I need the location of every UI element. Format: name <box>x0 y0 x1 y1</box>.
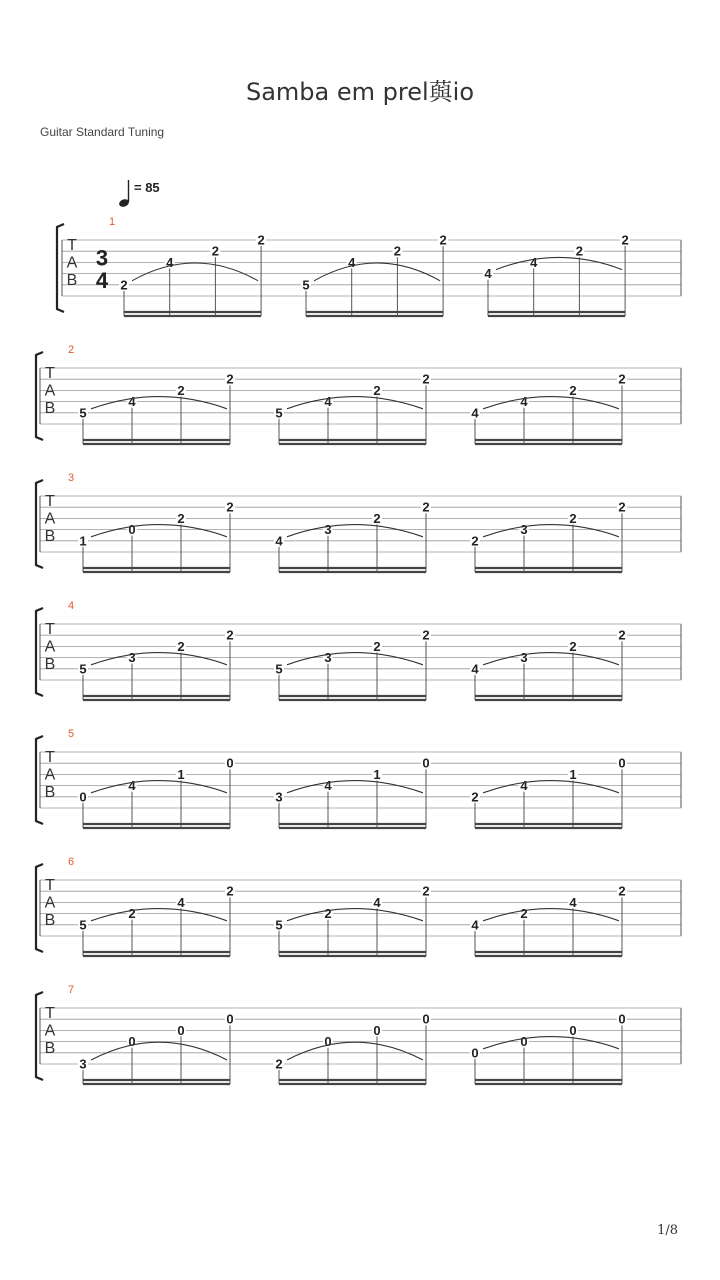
measure-number: 1 <box>109 216 116 228</box>
slur-arc <box>483 525 619 537</box>
fret-number: 4 <box>275 533 283 549</box>
fret-number: 4 <box>324 778 332 794</box>
fret-number: 2 <box>618 883 626 899</box>
slur-arc <box>287 397 423 409</box>
fret-number: 5 <box>275 661 283 677</box>
tab-letter: T <box>67 237 77 254</box>
tab-letter: B <box>44 399 56 417</box>
fret-number: 2 <box>324 906 332 922</box>
slur-arc <box>483 781 619 793</box>
fret-number: 4 <box>484 266 492 282</box>
fret-number: 2 <box>618 499 626 515</box>
slur-arc <box>496 254 622 270</box>
slur-arc <box>483 1037 619 1049</box>
fret-number: 2 <box>226 499 234 515</box>
fret-number: 3 <box>275 789 283 805</box>
fret-number: 5 <box>79 405 87 421</box>
fret-number: 2 <box>618 627 626 643</box>
slur-arc <box>483 397 619 409</box>
fret-number: 2 <box>373 510 381 526</box>
fret-number: 0 <box>324 1034 332 1050</box>
fret-number: 2 <box>257 232 265 248</box>
fret-number: 2 <box>373 638 381 654</box>
fret-number: 4 <box>166 254 174 270</box>
fret-number: 4 <box>471 405 479 421</box>
tab-letter: B <box>44 783 56 801</box>
fret-number: 4 <box>128 778 136 794</box>
fret-number: 2 <box>226 627 234 643</box>
fret-number: 2 <box>422 883 430 899</box>
tab-letter: B <box>44 655 56 673</box>
fret-number: 3 <box>520 650 528 666</box>
fret-number: 3 <box>79 1056 87 1072</box>
fret-number: 2 <box>275 1056 283 1072</box>
fret-number: 0 <box>618 755 626 771</box>
fret-number: 2 <box>520 906 528 922</box>
tab-letter: A <box>44 766 56 784</box>
fret-number: 2 <box>569 382 577 398</box>
fret-number: 4 <box>373 894 381 910</box>
tab-letter: T <box>45 877 55 894</box>
fret-number: 2 <box>177 638 185 654</box>
tab-letter: B <box>44 527 56 545</box>
tab-letter: T <box>45 365 55 382</box>
fret-number: 2 <box>128 906 136 922</box>
song-title: Samba em prel藇io <box>245 78 475 106</box>
page-number: 1/8 <box>657 1223 678 1238</box>
tab-letter: A <box>66 254 78 272</box>
slur-arc <box>287 525 423 537</box>
fret-number: 0 <box>422 1011 430 1027</box>
tab-letter: B <box>44 911 56 929</box>
fret-number: 2 <box>471 533 479 549</box>
measure-number: 4 <box>68 600 75 612</box>
slur-arc <box>483 909 619 921</box>
tab-letter: B <box>44 1039 56 1057</box>
measure-number: 7 <box>68 984 75 996</box>
system-bracket <box>57 224 64 312</box>
fret-number: 5 <box>79 661 87 677</box>
fret-number: 4 <box>471 661 479 677</box>
fret-number: 0 <box>226 755 234 771</box>
fret-number: 4 <box>471 917 479 933</box>
tab-letter: T <box>45 493 55 510</box>
fret-number: 1 <box>373 766 381 782</box>
slur-arc <box>132 263 258 281</box>
tab-letter: A <box>44 894 56 912</box>
slur-arc <box>91 397 227 409</box>
fret-number: 0 <box>373 1022 381 1038</box>
fret-number: 4 <box>520 778 528 794</box>
fret-number: 2 <box>621 232 629 248</box>
fret-number: 2 <box>120 277 128 293</box>
tab-letter: T <box>45 1005 55 1022</box>
fret-number: 0 <box>422 755 430 771</box>
fret-number: 0 <box>520 1034 528 1050</box>
fret-number: 2 <box>422 371 430 387</box>
fret-number: 0 <box>618 1011 626 1027</box>
fret-number: 2 <box>422 627 430 643</box>
fret-number: 0 <box>471 1045 479 1061</box>
slur-arc <box>287 653 423 665</box>
slur-arc <box>287 909 423 921</box>
fret-number: 4 <box>520 394 528 410</box>
fret-number: 0 <box>226 1011 234 1027</box>
fret-number: 2 <box>373 382 381 398</box>
fret-number: 2 <box>393 243 402 259</box>
tab-letter: T <box>45 621 55 638</box>
fret-number: 3 <box>128 650 136 666</box>
fret-number: 1 <box>569 766 577 782</box>
slur-arc <box>483 653 619 665</box>
fret-number: 0 <box>128 522 136 538</box>
fret-number: 4 <box>569 894 577 910</box>
fret-number: 1 <box>79 533 87 549</box>
fret-number: 4 <box>177 894 185 910</box>
fret-number: 3 <box>520 522 528 538</box>
measure-number: 5 <box>68 728 75 740</box>
fret-number: 4 <box>530 254 538 270</box>
fret-number: 2 <box>618 371 626 387</box>
slur-arc <box>287 781 423 793</box>
fret-number: 2 <box>177 382 185 398</box>
fret-number: 2 <box>575 243 584 259</box>
fret-number: 4 <box>128 394 136 410</box>
fret-number: 5 <box>275 917 283 933</box>
fret-number: 2 <box>471 789 479 805</box>
slur-arc <box>91 525 227 537</box>
fret-number: 3 <box>324 650 332 666</box>
tab-letter: A <box>44 1022 56 1040</box>
slur-arc <box>91 909 227 921</box>
measure-number: 6 <box>68 856 75 868</box>
fret-number: 0 <box>128 1034 136 1050</box>
fret-number: 2 <box>569 510 577 526</box>
tab-letter: B <box>66 271 78 289</box>
fret-number: 5 <box>275 405 283 421</box>
slur-arc <box>314 263 440 281</box>
fret-number: 2 <box>177 510 185 526</box>
measure-number: 3 <box>68 472 75 484</box>
tab-letter: A <box>44 382 56 400</box>
fret-number: 5 <box>302 277 310 293</box>
fret-number: 2 <box>226 371 234 387</box>
tuning-label: Guitar Standard Tuning <box>40 125 165 139</box>
measure-number: 2 <box>68 344 75 356</box>
fret-number: 5 <box>79 917 87 933</box>
slur-arc <box>91 653 227 665</box>
fret-number: 2 <box>211 243 220 259</box>
fret-number: 2 <box>226 883 234 899</box>
fret-number: 0 <box>177 1022 185 1038</box>
tab-letter: A <box>44 510 56 528</box>
fret-number: 0 <box>79 789 87 805</box>
tab-letter: T <box>45 749 55 766</box>
fret-number: 4 <box>348 254 356 270</box>
fret-number: 3 <box>324 522 332 538</box>
time-signature-top: 3 <box>95 245 109 271</box>
tempo-value: = 85 <box>134 180 160 195</box>
slur-arc <box>287 1042 423 1060</box>
fret-number: 4 <box>324 394 332 410</box>
fret-number: 1 <box>177 766 185 782</box>
fret-number: 2 <box>569 638 577 654</box>
tab-letter: A <box>44 638 56 656</box>
fret-number: 2 <box>439 232 447 248</box>
fret-number: 0 <box>569 1022 577 1038</box>
slur-arc <box>91 1042 227 1060</box>
time-signature-bottom: 4 <box>95 267 109 293</box>
fret-number: 2 <box>422 499 430 515</box>
slur-arc <box>91 781 227 793</box>
